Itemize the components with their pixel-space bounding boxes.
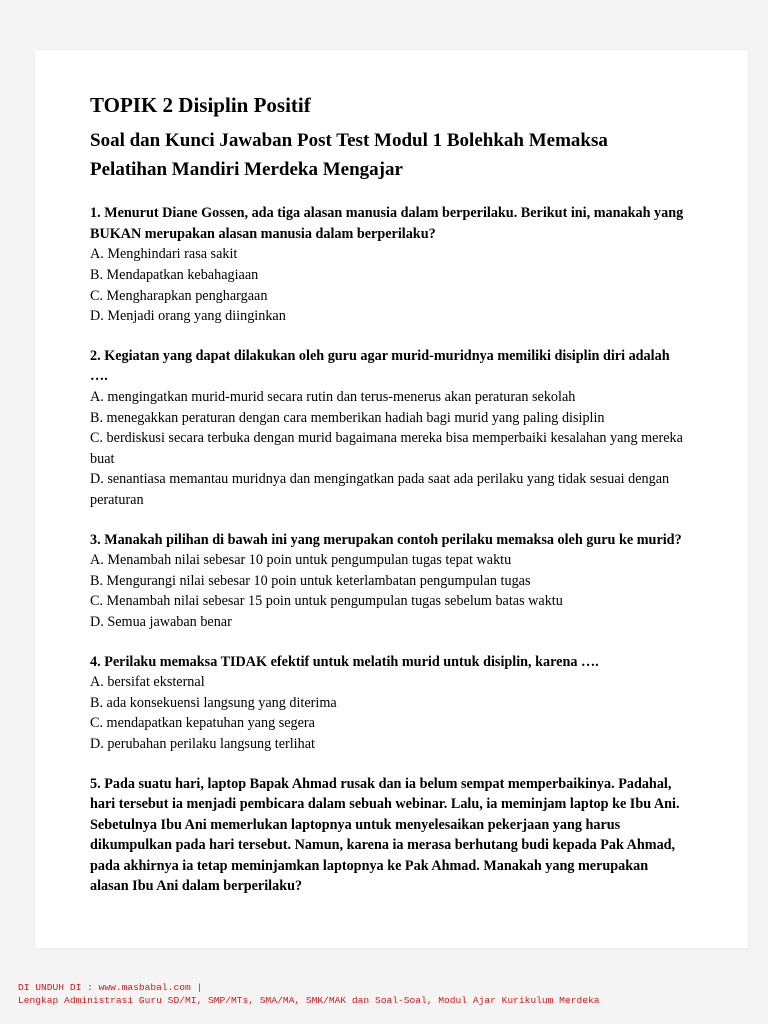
question-text: 1. Menurut Diane Gossen, ada tiga alasan manusia dalam berperilaku. Berikut ini, manakah yang BUKAN merupakan alasan manusia dalam berperilaku? [90, 205, 684, 242]
question-2 [90, 346, 685, 511]
answer-option: B. Mendapatkan kebahagiaan [90, 267, 259, 284]
answer-option: C. Menambah nilai sebesar 15 poin untuk pengumpulan tugas sebelum batas waktu [90, 593, 563, 610]
question-4 [90, 652, 685, 755]
document-page [35, 50, 748, 948]
question-3 [90, 530, 685, 633]
answer-option: A. bersifat eksternal [90, 674, 205, 691]
answer-option: D. Semua jawaban benar [90, 613, 232, 630]
question-text: 3. Manakah pilihan di bawah ini yang merupakan contoh perilaku memaksa oleh guru ke murid? [90, 531, 682, 548]
answer-option: D. Menjadi orang yang diinginkan [90, 308, 286, 325]
question-text: 5. Pada suatu hari, laptop Bapak Ahmad rusak dan ia belum sempat memperbaikinya. Padahal, hari tersebut ia menjadi pembicara dalam sebuah webinar. Lalu, ia meminjam laptop ke Ibu Ani. Sebetulnya Ibu Ani memerlukan laptopnya untuk menyelesaikan pekerjaan yang harus dikumpulkan pada hari tersebut. Namun, karena ia merasa berhutang budi kepada Pak Ahmad, pada akhirnya ia tetap meminjamkan laptopnya ke Pak Ahmad. Manakah yang merupakan alasan Ibu Ani dalam berperilaku? [90, 775, 680, 895]
answer-option: B. menegakkan peraturan dengan cara memberikan hadiah bagi murid yang paling disiplin [90, 409, 605, 426]
question-5 [90, 774, 685, 898]
answer-option: A. Menghindari rasa sakit [90, 246, 238, 263]
question-1 [90, 203, 685, 327]
document-content [90, 92, 685, 897]
page-subtitle: Soal dan Kunci Jawaban Post Test Modul 1 Bolehkah Memaksa Pelatihan Mandiri Merdeka Mengajar [90, 130, 608, 180]
answer-option: C. berdiskusi secara terbuka dengan murid bagaimana mereka bisa memperbaiki kesalahan yang mereka buat [90, 430, 683, 467]
question-text: 2. Kegiatan yang dapat dilakukan oleh guru agar murid-muridnya memiliki disiplin diri adalah …. [90, 347, 670, 385]
download-footer [18, 982, 599, 1007]
answer-option: B. Mengurangi nilai sebesar 10 poin untuk keterlambatan pengumpulan tugas [90, 572, 531, 589]
answer-option: A. mengingatkan murid-murid secara rutin dan terus-menerus akan peraturan sekolah [90, 389, 576, 405]
answer-option: B. ada konsekuensi langsung yang diterima [90, 694, 337, 711]
answer-option: D. perubahan perilaku langsung terlihat [90, 735, 315, 752]
footer-source-link[interactable]: DI UNDUH DI : www.masbabal.com | [18, 982, 203, 993]
answer-option: A. Menambah nilai sebesar 10 poin untuk pengumpulan tugas tepat waktu [90, 552, 512, 569]
question-text: 4. Perilaku memaksa TIDAK efektif untuk melatih murid untuk disiplin, karena …. [90, 653, 599, 670]
answer-option: D. senantiasa memantau muridnya dan mengingatkan pada saat ada perilaku yang tidak sesuai dengan peraturan [90, 471, 670, 508]
footer-description: Lengkap Administrasi Guru SD/MI, SMP/MTs, SMA/MA, SMK/MAK dan Soal-Soal, Modul Ajar Kurikulum Merdeka [18, 994, 600, 1006]
answer-option: C. Mengharapkan penghargaan [90, 287, 268, 304]
page-title: TOPIK 2 Disiplin Positif [90, 93, 311, 117]
answer-option: C. mendapatkan kepatuhan yang segera [90, 715, 315, 732]
